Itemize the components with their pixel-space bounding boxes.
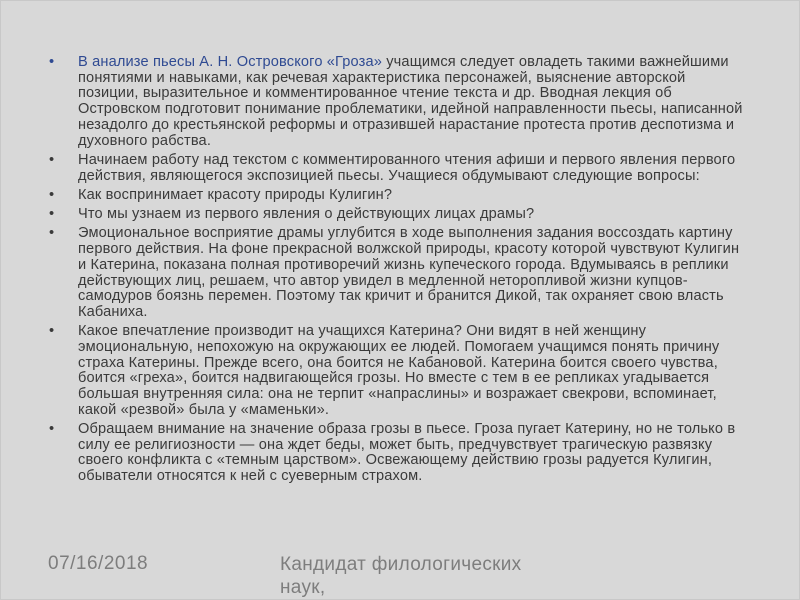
footer-author: Кандидат филологических наук, [280,554,522,598]
bullet-item [48,226,750,320]
bullet-item [48,422,750,485]
bullet-item [48,207,750,223]
bullet-text: Начинаем работу над текстом с комментированного чтения афиши и первого явления первого действия, являющегося экспозицией пьесы. Учащиеся обдумывают следующие вопросы: [78,151,736,184]
bullet-text: Эмоциональное восприятие драмы углубится в ходе выполнения задания воссоздать картину первого действия. На фоне прекрасной волжской природы, красоту которой чувствуют Кулигин и Катерина, показана полная противоречий жизнь купеческого города. Вдумываясь в реплики действующих лиц, решаем, что автор увидел в медленной неторопливой жизни купцов-самодуров боязнь перемен. Поэтому так кричит и бранится Дикой, так охраняет свою власть Кабаниха. [78,225,740,320]
bullet-text: Как воспринимает красоту природы Кулигин? [78,186,393,203]
bullet-item [48,153,750,184]
bullet-text: Какое впечатление производит на учащихся Катерина? Они видят в ней женщину эмоциональную, непохожую на окружающих ее людей. Помогаем учащимся понять причину страха Катерины. Прежде всего, она боится не Кабановой. Катерина боится своего чувства, боится «греха», боится надвигающейся грозы. Но вместе с тем в ее репликах угадывается большая внутренняя сила: она не терпит «напраслины» и возражает свекрови, вспоминает, какой «резвой» была у «маменьки». [78,323,720,418]
bullet-item [48,55,750,149]
bullet-item [48,188,750,204]
bullet-text: Обращаем внимание на значение образа грозы в пьесе. Гроза пугает Катерину, но не только в силу ее религиозности — она ждет беды, может быть, предчувствует трагическую развязку своего конфликта с «темным царством». Освежающему действию грозы радуется Кулигин, обыватели относятся к ней с суеверным страхом. [78,421,736,485]
bullet-highlight: В анализе пьесы А. Н. Островского «Гроза» [78,54,383,70]
bullet-text: Что мы узнаем из первого явления о действующих лицах драмы? [78,206,535,223]
footer-date: 07/16/2018 [48,553,149,574]
bullet-item [48,324,750,418]
bullet-list [48,55,750,488]
bullet-text: учащимся следует овладеть такими важнейшими понятиями и навыками, как речевая характеристика персонажей, выяснение авторской позиции, выразительное и комментированное чтение текста и др. Вводная лекция об Островском подготовит понимание проблематики, идейной направленности пьесы, написанной незадолго до крестьянской реформы и отразившей нарастание протеста против деспотизма и духовного рабства. [78,54,743,149]
